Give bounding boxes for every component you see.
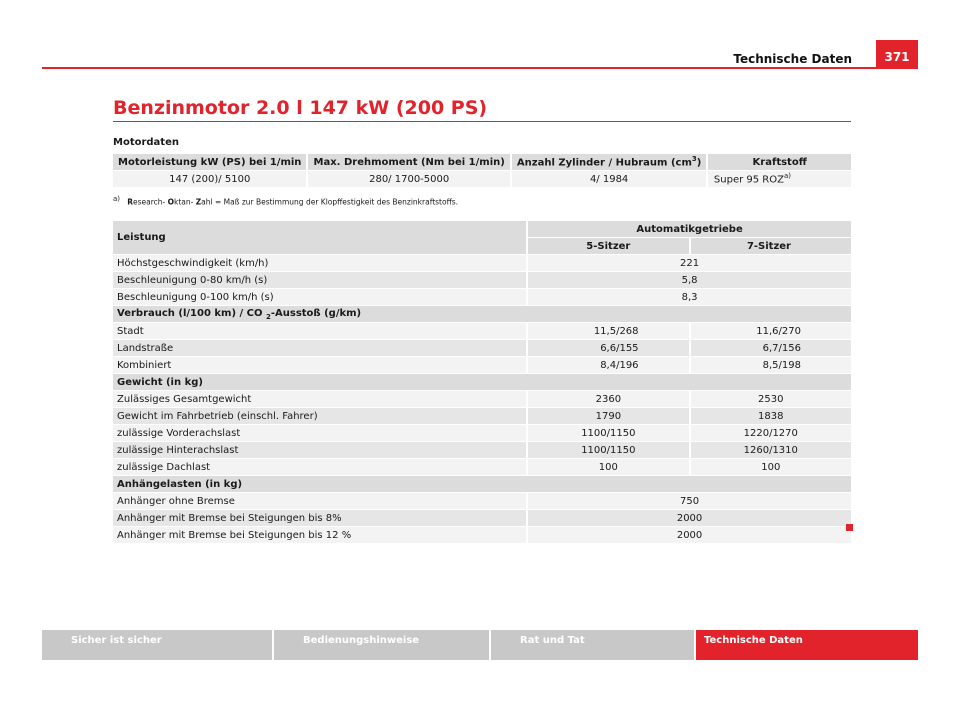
table-row [113,493,851,509]
row-value: 2000 [528,527,851,543]
cylinder-value: 4/ 1984 [512,171,706,187]
footnote-marker: a) [113,195,121,203]
table-row [113,527,851,543]
header-rule [42,67,918,69]
footnote-o-rest: ktan- [173,197,194,207]
row-label: Höchstgeschwindigkeit (km/h) [113,255,526,271]
fuel-value [708,171,851,187]
row-value-5: 1100/1150 [528,442,688,458]
motordaten-table [111,153,853,188]
footnote-r: R [127,197,133,207]
motordaten-value-row [113,171,851,187]
row-value-7: 1220/1270 [691,425,851,441]
row-label: zulässige Vorderachslast [113,425,526,441]
row-label: Kombiniert [113,357,526,373]
footer-nav [42,630,918,660]
footer-tab-sicher[interactable]: Sicher ist sicher [42,630,272,660]
performance-table [111,220,853,544]
page-number: 371 [876,40,918,69]
verbrauch-text: Verbrauch (l/100 km) / CO [117,307,266,319]
cylinder-header-close: ) [696,157,702,169]
section-verbrauch [113,306,851,322]
footnote-z-rest: ahl = Maß zur Bestimmung der Klopffestigkeit des Benzinkraftstoffs. [201,197,459,207]
section-gewicht: Gewicht (in kg) [113,374,851,390]
table-row [113,391,851,407]
table-row [113,357,851,373]
row-value-5: 2360 [528,391,688,407]
leistung-header: Leistung [113,221,526,254]
table-row [113,323,851,339]
torque-header: Max. Drehmoment (Nm bei 1/min) [308,154,509,170]
power-header: Motorleistung kW (PS) bei 1/min [113,154,306,170]
motordaten-label: Motordaten [113,137,179,148]
footnote-o: O [167,197,174,207]
row-label: Beschleunigung 0-100 km/h (s) [113,289,526,305]
table-row [113,340,851,356]
row-value-7: 100 [691,459,851,475]
table-row [113,408,851,424]
footnote-z: Z [195,197,202,207]
footer-tab-bedienung[interactable]: Bedienungshinweise [274,630,489,660]
end-of-section-marker [846,524,853,531]
table-row [113,459,851,475]
cylinder-header-sup: 3 [691,155,697,164]
footnote [113,195,458,207]
table-row [113,510,851,526]
row-label: Anhänger mit Bremse bei Steigungen bis 8% [113,510,526,526]
cylinder-header-text: Anzahl Zylinder / Hubraum (cm [516,157,692,169]
row-value: 5,8 [528,272,851,288]
row-label: Anhänger mit Bremse bei Steigungen bis 12 % [113,527,526,543]
table-row [113,289,851,305]
section-anhaenger: Anhängelasten (in kg) [113,476,851,492]
row-label: Gewicht im Fahrbetrieb (einschl. Fahrer) [113,408,526,424]
row-value-5: 11,5/268 [528,323,688,339]
row-value-7: 1260/1310 [691,442,851,458]
row-label: Beschleunigung 0-80 km/h (s) [113,272,526,288]
row-label: Stadt [113,323,526,339]
header-section-title: Technische Daten [733,52,852,66]
table-row [113,425,851,441]
verbrauch-rest: -Ausstoß (g/km) [270,307,362,319]
row-value-5: 100 [528,459,688,475]
row-value: 750 [528,493,851,509]
table-row [113,442,851,458]
row-label: Anhänger ohne Bremse [113,493,526,509]
row-value: 221 [528,255,851,271]
row-value-7: 2530 [691,391,851,407]
row-value-7: 6,7/156 [691,340,851,356]
row-value: 8,3 [528,289,851,305]
row-label: Landstraße [113,340,526,356]
title-rule [113,121,851,122]
section-row [113,306,851,322]
table-row [113,272,851,288]
motordaten-header-row [113,154,851,170]
cylinder-header [512,154,706,170]
row-value-7: 1838 [691,408,851,424]
row-value-5: 1790 [528,408,688,424]
row-label: zulässige Dachlast [113,459,526,475]
verbrauch-sub: 2 [265,312,271,321]
row-value-7: 8,5/198 [691,357,851,373]
fuel-value-text: Super 95 ROZ [713,174,784,186]
col-5-sitzer: 5-Sitzer [528,238,688,254]
row-label: Zulässiges Gesamtgewicht [113,391,526,407]
section-row [113,374,851,390]
page-title: Benzinmotor 2.0 l 147 kW (200 PS) [113,97,488,119]
table-row [113,255,851,271]
section-row [113,476,851,492]
table-header-row-1 [113,221,851,237]
row-value-5: 8,4/196 [528,357,688,373]
row-value: 2000 [528,510,851,526]
footnote-r-rest: esearch- [132,197,166,207]
col-7-sitzer: 7-Sitzer [691,238,851,254]
automatik-header: Automatikgetriebe [528,221,851,237]
footer-tab-rat[interactable]: Rat und Tat [491,630,694,660]
footer-tab-technische-daten[interactable]: Technische Daten [696,630,918,660]
torque-value: 280/ 1700-5000 [308,171,509,187]
row-value-5: 1100/1150 [528,425,688,441]
row-value-7: 11,6/270 [691,323,851,339]
fuel-header: Kraftstoff [708,154,851,170]
row-value-5: 6,6/155 [528,340,688,356]
fuel-footnote-ref: a) [783,172,791,181]
power-value: 147 (200)/ 5100 [113,171,306,187]
row-label: zulässige Hinterachslast [113,442,526,458]
